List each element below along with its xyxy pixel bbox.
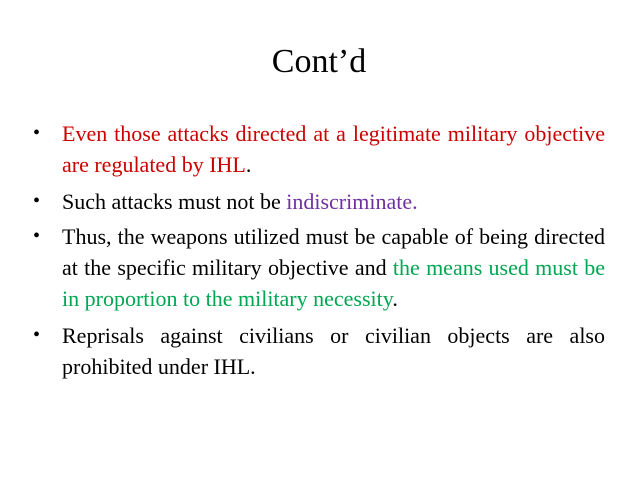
bullet-item-2 [33,186,605,217]
bullet-text-green: the means used must be in proportion to the military necessity [62,255,605,311]
bullet-item-1 [33,118,605,180]
bullet-dot-icon: • [33,122,41,144]
bullet-item-3 [33,221,605,314]
bullet-dot-icon: • [33,190,41,212]
slide-title: Cont’d [271,43,367,80]
bullet-item-4 [33,320,605,382]
bullet-text: . [245,152,252,177]
bullet-text: Such attacks must not be [62,189,287,214]
bullet-text: Reprisals against civilians or civilian objects are also prohibited under IHL. [62,323,605,379]
bullet-text-red: Even those attacks directed at a legitimate military objective are regulated by IHL [62,121,605,177]
bullet-text: Thus, the weapons utilized must be capable of being directed at the specific military objective and [62,224,605,280]
bullet-text-purple: indiscriminate. [286,189,418,214]
bullet-text: . [392,286,398,311]
bullet-dot-icon: • [33,225,41,247]
bullet-dot-icon: • [33,324,41,346]
bullet-list [33,118,605,388]
